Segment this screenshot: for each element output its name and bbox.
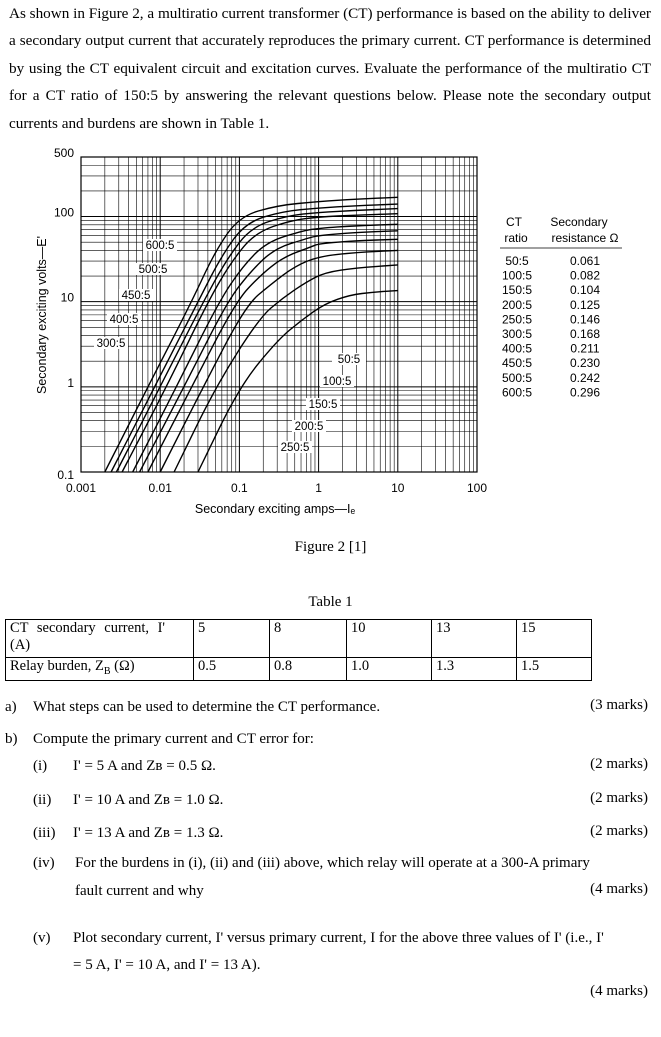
legend-ct-ratio: 100:5 [501, 268, 533, 283]
curve-label: 150:5 [308, 399, 338, 411]
ct-ratio-resistance-table [500, 215, 622, 399]
legend-ct-ratio: 50:5 [505, 254, 529, 268]
question-iv-number: (iv) [33, 855, 55, 871]
curve-label: 50:5 [337, 354, 361, 366]
table-row-label [6, 620, 194, 658]
intro-paragraph: As shown in Figure 2, a multiratio current transformer (CT) performance is based on the ability to deliver a secondary output current that accurately reproduces the primary current. CT performance is determined by using the CT equivalent circuit and excitation curves. Evaluate the performance of the multiratio CT for a CT ratio of 150:5 by answering the relevant questions below. Please note the secondary output currents and burdens are shown in Table 1. [9, 5, 651, 132]
legend-header-ct-1: CT [506, 215, 522, 229]
row1-label-a: CT secondary current, I' [10, 620, 166, 636]
legend-ct-ratio: 600:5 [501, 385, 533, 400]
legend-resistance: 0.242 [569, 370, 601, 385]
y-tick-label: 500 [53, 146, 74, 160]
legend-resistance: 0.125 [569, 297, 601, 312]
question-i-text: I' = 5 A and Zʙ = 0.5 Ω. [73, 758, 216, 774]
table-cell: 8 [270, 620, 347, 658]
question-ii-marks: (2 marks) [590, 790, 648, 806]
y-tick-label: 10 [60, 290, 74, 305]
y-axis-label: Secondary exciting volts—E' [35, 235, 49, 395]
table-cell: 10 [347, 620, 432, 658]
question-a-text: What steps can be used to determine the CT performance. [33, 699, 381, 715]
curve-label: 200:5 [294, 421, 324, 433]
legend-resistance: 0.296 [569, 385, 601, 400]
row2-label-unit: (Ω) [110, 658, 135, 674]
chart-curves [105, 197, 398, 472]
curve-label: 250:5 [280, 442, 310, 454]
question-iv-marks: (4 marks) [590, 881, 648, 897]
curve-label: 300:5 [96, 338, 126, 350]
y-tick-label: 1 [67, 375, 74, 390]
question-a-marks: (3 marks) [590, 697, 648, 713]
legend-ct-ratio: 250:5 [501, 312, 533, 327]
table-row [6, 658, 592, 681]
table-cell: 13 [432, 620, 517, 658]
excitation-curves-figure [0, 138, 661, 518]
question-ii-text: I' = 10 A and Zʙ = 1.0 Ω. [73, 792, 224, 808]
table-cell: 1.3 [432, 658, 517, 681]
question-v-text-1: Plot secondary current, I' versus primary current, I for the above three values of I' (i.e., I' [73, 930, 604, 946]
x-tick-label: 100 [466, 481, 488, 495]
table-cell: 1.5 [517, 658, 592, 681]
question-v-marks: (4 marks) [590, 983, 648, 999]
legend-header-res-2: resistance Ω [551, 231, 619, 245]
table-cell: 0.8 [270, 658, 347, 681]
legend-ct-ratio: 400:5 [501, 341, 533, 356]
legend-resistance: 0.211 [570, 341, 600, 356]
curve-label: 100:5 [322, 376, 352, 388]
legend-header-ct-2: ratio [504, 231, 528, 245]
table-1 [5, 619, 592, 681]
curve-label: 400:5 [109, 314, 139, 326]
legend-ct-ratio: 300:5 [501, 327, 533, 341]
question-iv-text-2: fault current and why [75, 883, 204, 899]
row2-label: Relay burden, Z [10, 658, 104, 674]
legend-resistance: 0.146 [569, 312, 601, 327]
legend-ct-ratio: 450:5 [501, 356, 533, 371]
question-ii-number: (ii) [33, 792, 52, 808]
curve-label: 500:5 [138, 264, 168, 276]
question-v-number: (v) [33, 930, 51, 946]
table-cell: 15 [517, 620, 592, 658]
x-tick-label: 0.01 [148, 481, 172, 495]
table-row [6, 620, 592, 658]
legend-resistance: 0.061 [569, 254, 601, 268]
table-cell: 5 [194, 620, 270, 658]
table-cell: 1.0 [347, 658, 432, 681]
y-tick-label: 100 [53, 205, 74, 220]
x-tick-label: 1 [315, 481, 322, 495]
curve-label: 450:5 [121, 290, 151, 302]
question-i-marks: (2 marks) [590, 756, 648, 772]
x-axis-label: Secondary exciting amps—Iₑ [194, 502, 356, 516]
legend-resistance: 0.168 [569, 327, 601, 341]
x-tick-label: 0.1 [231, 481, 248, 495]
legend-resistance: 0.082 [569, 268, 601, 283]
table-caption: Table 1 [308, 594, 353, 610]
y-tick-label: 0.1 [57, 468, 74, 482]
legend-ct-ratio: 500:5 [501, 370, 533, 385]
question-iii-number: (iii) [33, 825, 56, 841]
question-b-text: Compute the primary current and CT error for: [33, 731, 314, 747]
question-iv-text-1: For the burdens in (i), (ii) and (iii) above, which relay will operate at a 300-A primary [75, 855, 590, 871]
curve-label: 600:5 [145, 240, 175, 252]
question-a-number: a) [5, 699, 17, 715]
legend-header-res-1: Secondary [550, 215, 608, 229]
question-v-text-2: = 5 A, I' = 10 A, and I' = 13 A). [73, 957, 261, 973]
curve-300-5 [133, 224, 398, 472]
legend-resistance: 0.104 [569, 283, 601, 298]
question-iii-marks: (2 marks) [590, 823, 648, 839]
question-iii-text: I' = 13 A and Zʙ = 1.3 Ω. [73, 825, 224, 841]
table-row-label [6, 658, 194, 681]
row2-label-sub: B [103, 665, 111, 677]
question-b-number: b) [5, 731, 18, 747]
legend-ct-ratio: 150:5 [501, 283, 533, 298]
x-tick-label: 10 [391, 481, 405, 495]
row1-label-b: (A) [10, 637, 31, 653]
table-cell: 0.5 [194, 658, 270, 681]
figure-caption: Figure 2 [1] [294, 539, 367, 555]
legend-resistance: 0.230 [569, 356, 601, 371]
x-tick-label: 0.001 [65, 481, 97, 495]
legend-ct-ratio: 200:5 [501, 297, 533, 312]
question-i-number: (i) [33, 758, 48, 774]
